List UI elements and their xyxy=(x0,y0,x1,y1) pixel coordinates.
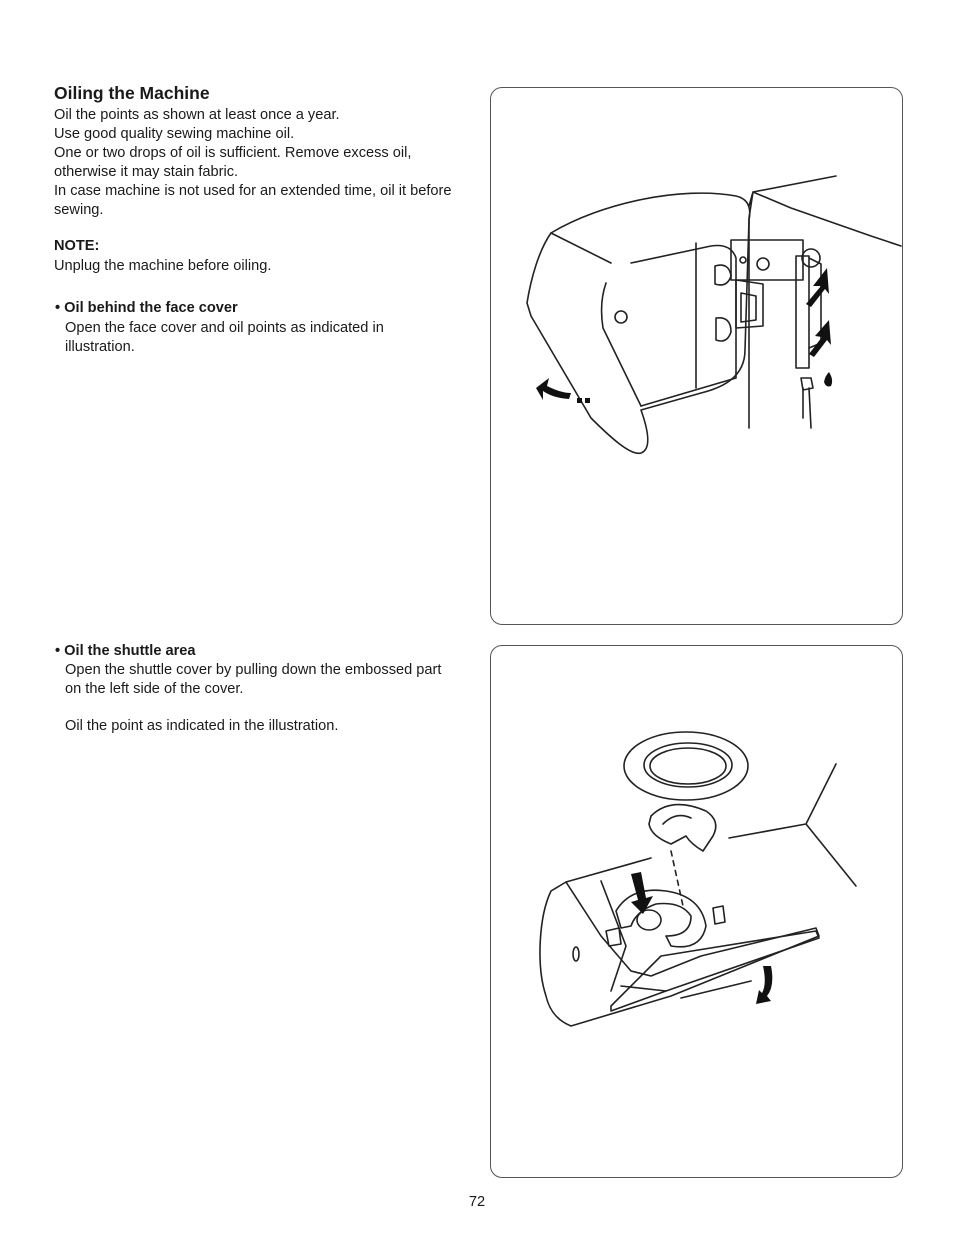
machine-bed-outline xyxy=(729,764,856,886)
bobbin-case xyxy=(649,805,716,851)
face-cover-instructions xyxy=(65,319,455,357)
face-cover-illustration-frame xyxy=(490,87,903,625)
oil-drop xyxy=(824,372,832,387)
face-cover-heading: • Oil behind the face cover xyxy=(55,300,238,316)
face-cover-oiling-illustration xyxy=(491,88,904,626)
page-number: 72 xyxy=(468,1194,486,1210)
needle xyxy=(809,388,811,428)
section-title: Oiling the Machine xyxy=(54,83,210,103)
oil-point-arrow xyxy=(631,872,653,914)
note-text: Unplug the machine before oiling. xyxy=(54,258,272,274)
face-cover-paragraph: Open the face cover and oil points as indicated in illustration. xyxy=(65,320,384,355)
face-cover-inner-edge xyxy=(631,246,736,407)
open-cover-arrow xyxy=(536,378,571,400)
shuttle-area-heading: • Oil the shuttle area xyxy=(55,643,196,659)
shuttle-area-paragraph: Open the shuttle cover by pulling down the embossed part on the left side of the cover. xyxy=(65,662,442,697)
intro-line: One or two drops of oil is sufficient. Remove excess oil, otherwise it may stain fabric. xyxy=(54,145,412,180)
shuttle-area-instructions xyxy=(65,661,455,736)
note-label: NOTE: xyxy=(54,238,100,254)
intro-line: Oil the points as shown at least once a year. xyxy=(54,107,340,123)
shuttle-area-oiling-illustration xyxy=(491,646,904,1179)
shuttle-area-illustration-frame xyxy=(490,645,903,1178)
intro-line: In case machine is not used for an extended time, oil it before sewing. xyxy=(54,183,452,218)
machine-body-outline xyxy=(749,176,901,428)
shuttle-cover-open xyxy=(611,931,819,1011)
shuttle-cover-ring xyxy=(624,732,748,800)
shuttle-area-paragraph: Oil the point as indicated in the illustration. xyxy=(65,718,339,734)
oil-arrow-lower xyxy=(809,320,831,357)
shuttle-compartment xyxy=(540,858,819,1026)
intro-text xyxy=(54,106,454,220)
cover-open-arrow xyxy=(756,966,772,1004)
intro-line: Use good quality sewing machine oil. xyxy=(54,126,295,142)
